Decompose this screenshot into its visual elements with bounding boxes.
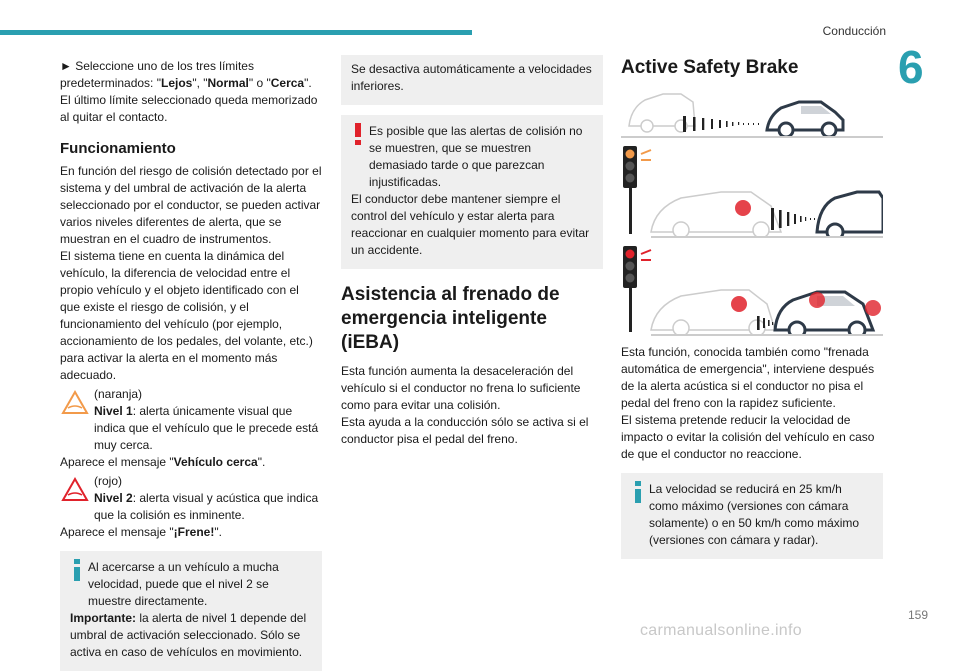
info-icon	[70, 559, 84, 581]
paragraph: Esta ayuda a la conducción sólo se activa si el conductor pisa el pedal del freno.	[341, 415, 589, 446]
info-box: La velocidad se reducirá en 25 km/h como máximo (versiones con cámara solamente) o en 50 km/h como máximo (versiones con cámara y radar).	[621, 473, 883, 559]
page-number: 159	[908, 608, 929, 622]
warning-icon	[351, 123, 365, 145]
watermark: carmanualsonline.info	[640, 622, 802, 639]
asb-illustration-step-2	[621, 146, 883, 238]
info-box-continued: Se desactiva automáticamente a velocidades inferiores.	[341, 55, 603, 105]
header-bar	[0, 30, 472, 35]
paragraph: El sistema tiene en cuenta la dinámica del vehículo, la diferencia de velocidad entre el propio vehículo y el objeto identificado con el que existe el riesgo de colisión, y el funcionamiento del vehículo (por ejemplo, accionamiento de los pedales, del volante, etc.) para activar la alerta en el momento más adecuado.	[60, 249, 313, 382]
column-2	[341, 55, 603, 448]
threshold-instruction: ► Seleccione uno de los tres límites predeterminados: "Lejos", "Normal" o "Cerca".	[60, 59, 312, 90]
warning-box: Es posible que las alertas de colisión no se muestren, que se muestren demasiado tarde o que parezcan injustificadas. El conductor debe mantener siempre el control del vehículo y estar alerta para reaccionar en cualquier momento para evitar un accidente.	[341, 115, 603, 269]
memorized-note: El último límite seleccionado queda memorizado al quitar el contacto.	[60, 93, 318, 124]
iEBA-heading: Asistencia al frenado de emergencia inteligente (iEBA)	[341, 284, 560, 353]
level-2-alert: (rojo) Nivel 2: alerta visual y acústica que indica que la colisión es inminente.	[60, 473, 322, 524]
paragraph: El sistema pretende reducir la velocidad de impacto o evitar la colisión del vehículo en caso de que el conductor no reaccione.	[621, 413, 875, 461]
info-box: Al acercarse a un vehículo a mucha velocidad, puede que el nivel 2 se muestre directamente. Importante: la alerta de nivel 1 depende del umbral de activación seleccionado. Sólo se activa en caso de vehículos en movimiento.	[60, 551, 322, 671]
chapter-number: 6	[898, 41, 924, 93]
section-title: Conducción	[822, 24, 886, 38]
info-icon	[631, 481, 645, 503]
column-3-body	[621, 344, 883, 559]
column-3-heading	[621, 56, 883, 88]
asb-illustration-step-3	[621, 246, 883, 336]
section-heading: Funcionamiento	[60, 140, 176, 157]
orange-warning-triangle-icon	[60, 388, 90, 418]
level-1-alert: (naranja) Nivel 1: alerta únicamente visual que indica que el vehículo que le precede está muy cerca.	[60, 386, 322, 454]
paragraph: Esta función, conocida también como "frenada automática de emergencia", interviene después de la alerta acústica si el conductor no pisa el pedal del freno con la rapidez suficiente.	[621, 345, 875, 410]
column-1: ► Seleccione uno de los tres límites predeterminados: "Lejos", "Normal" o "Cerca". El último límite seleccionado queda memorizado al quitar el contacto. Funcionamiento En función del riesgo de colisión detectado por el sistema y del umbral de activación de la alerta seleccionado por el conductor, se pueden activar varios niveles diferentes de alerta, que se muestran en el cuadro de instrumentos. El sistema tiene en cuenta la dinámica del vehículo, la diferencia de velocidad entre el propio vehículo y el objeto identificado con el que existe el riesgo de colisión, y el funcionamiento del vehículo (por ejemplo, accionamiento de los pedales, del volante, etc.) para activar la alerta en el momento más adecuado. (naranja) Nivel 1: alerta únicamente visual que indica que el vehículo que le precede está muy cerca. Aparece el mensaje "Vehículo cerca". (rojo) Nivel 2: alerta visual y acústica que indica que la colisión es inminente. Aparece el mensaje "¡Frene!". Al acercarse a un vehículo a mucha velocidad, puede que el nivel 2 se muestre directamente. Importante: la alerta de nivel 1 depende del umbral de activación seleccionado. Sólo se activa en caso de vehículos en movimiento.	[60, 58, 322, 671]
asb-heading: Active Safety Brake	[621, 57, 799, 78]
paragraph: Esta función aumenta la desaceleración del vehículo si el conductor no frena lo suficiente como para evitar una colisión.	[341, 364, 581, 412]
asb-illustration-step-1	[621, 88, 883, 138]
red-warning-triangle-icon	[60, 475, 90, 505]
paragraph: En función del riesgo de colisión detectado por el sistema y del umbral de activación de la alerta seleccionado por el conductor, se pueden activar varios niveles diferentes de alerta, que se muestran en el cuadro de instrumentos.	[60, 164, 322, 246]
